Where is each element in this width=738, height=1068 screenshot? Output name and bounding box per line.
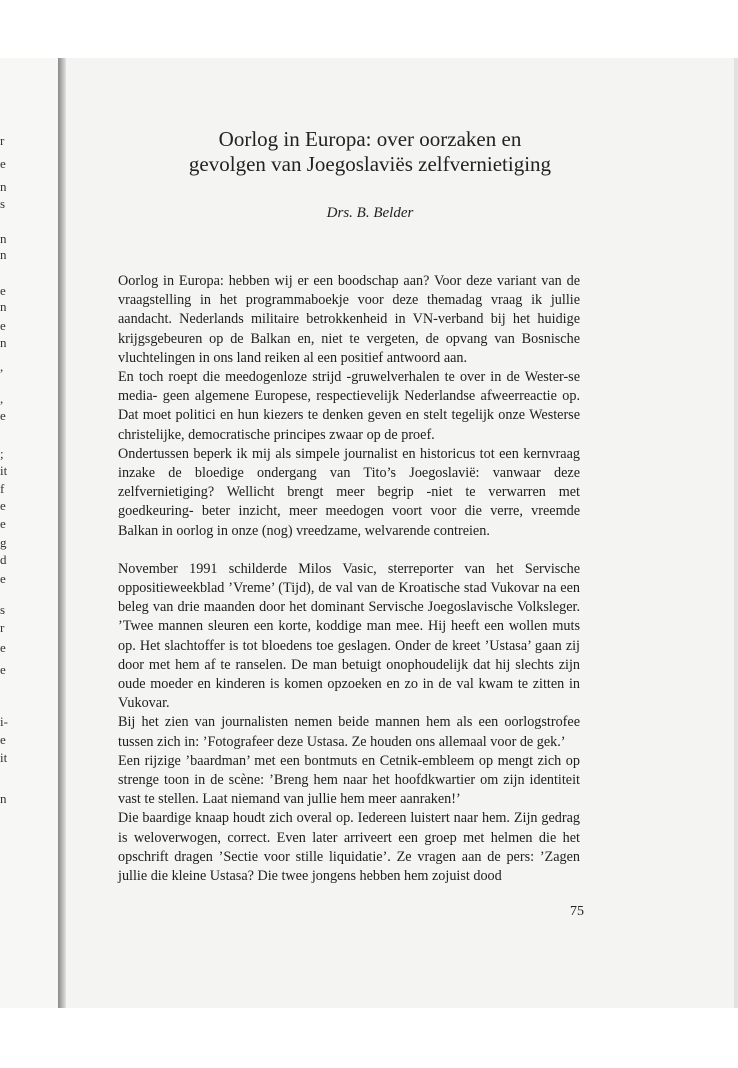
previous-page-letter: it <box>0 750 8 765</box>
previous-page-letter: r <box>0 133 5 148</box>
article-body <box>118 272 580 886</box>
previous-page-letter: s <box>0 602 6 617</box>
article-title <box>100 127 640 177</box>
previous-page-letter: e <box>0 408 6 423</box>
paragraph: November 1991 schilderde Milos Vasic, sterreporter van het Servische oppositieweekblad ’Vreme’ (Tijd), de val van de Kroatische stad Vukovar na een beleg van drie maanden door het dominant Servische Joegoslavische Volksleger. ’Twee mannen sleuren een korte, koddige man mee. Hij heeft een wollen muts op. Het slachtoffer is tot bloedens toe geslagen. Onder de kreet ’Ustasa’ gaan zij door met hem af te ranselen. De man betuigt onophoudelijk dat hij slechts zijn oude moeder en kinderen is komen opzoeken en zo in de val kwam te zitten in Vukovar. <box>118 560 580 712</box>
previous-page-letter: n <box>0 791 7 806</box>
previous-page-letter: n <box>0 231 7 246</box>
title-line-2: gevolgen van Joegoslaviës zelfvernietiging <box>188 152 552 176</box>
previous-page-letter: n <box>0 179 7 194</box>
previous-page-edge <box>0 58 58 1008</box>
article-author: Drs. B. Belder <box>326 205 414 221</box>
previous-page-letter: e <box>0 498 6 513</box>
previous-page-letter: e <box>0 662 6 677</box>
previous-page-letter: it <box>0 463 8 478</box>
previous-page-letter: g <box>0 535 7 550</box>
title-line-1: Oorlog in Europa: over oorzaken en <box>218 127 522 151</box>
previous-page-letter: e <box>0 732 6 747</box>
previous-page-letter: n <box>0 299 7 314</box>
previous-page-letter: , <box>0 359 4 374</box>
previous-page-letter: r <box>0 620 5 635</box>
previous-page-letter: i- <box>0 714 8 729</box>
previous-page-letter: n <box>0 247 7 262</box>
previous-page-letter: e <box>0 571 6 586</box>
previous-page-letter: n <box>0 335 7 350</box>
paragraph: Ondertussen beperk ik mij als simpele journalist en historicus tot een kernvraag inzake de bloedige ondergang van Tito’s Joegoslavië: vanwaar deze zelfvernietiging? Wellicht brengt meer begrip -niet te verwarren met goedkeuring- beter inzicht, meer meedogen voort voor die verre, vreemde Balkan in oorlog in onze (nog) vreedzame, welvarende contreien. <box>118 445 580 539</box>
previous-page-letter: e <box>0 516 6 531</box>
previous-page-letter: d <box>0 552 7 567</box>
paragraph: En toch roept die meedogenloze strijd -gruwelverhalen te over in de Wester-se media- geen algemene Europese, respectievelijk Nederlandse afweerreactie op. Dat moet politici en hun kiezers te denken geven en stelt tegelijk onze Westerse christelijke, democratische principes zwaar op de proef. <box>118 369 580 443</box>
previous-page-letter: , <box>0 391 4 406</box>
previous-page-letter: e <box>0 318 6 333</box>
page-number: 75 <box>570 904 584 919</box>
previous-page-letter: e <box>0 640 6 655</box>
previous-page-letter: e <box>0 156 6 171</box>
paragraph: Oorlog in Europa: hebben wij er een boodschap aan? Voor deze variant van de vraagstelling in het programmaboekje voor deze themadag vraag ik jullie aandacht. Nederlands militaire betrokkenheid in VN-verband bij het huidige krijgsgebeuren op de Balkan en, niet te vergeten, de opvang van Bosnische vluchtelingen in ons land reiken al een positief antwoord aan. <box>118 273 580 366</box>
page-edge <box>734 58 738 1008</box>
previous-page-letter: f <box>0 481 5 496</box>
previous-page-letter: s <box>0 196 6 211</box>
previous-page-letter: e <box>0 283 6 298</box>
book-gutter <box>58 58 66 1008</box>
previous-page-letter: ; <box>0 446 4 461</box>
paragraph: Bij het zien van journalisten nemen beide mannen hem als een oorlogstrofee tussen zich in: ’Fotografeer deze Ustasa. Ze houden ons allemaal voor de gek.’ <box>118 714 580 750</box>
paragraph: Een rijzige ’baardman’ met een bontmuts en Cetnik-embleem op mengt zich op strenge toon in de scène: ’Breng hem naar het hoofdkwartier om zijn identiteit vast te stellen. Laat niemand van jullie hem meer aanraken!’ <box>118 752 580 808</box>
paragraph: Die baardige knaap houdt zich overal op. Iedereen luistert naar hem. Zijn gedrag is weloverwogen, correct. Even later arriveert een groep met helmen die het opschrift dragen ’Sectie voor stille liquidatie’. Ze vragen aan de pers: ’Zagen jullie die kleine Ustasa? Die twee jongens hebben hem zojuist dood <box>118 810 580 885</box>
